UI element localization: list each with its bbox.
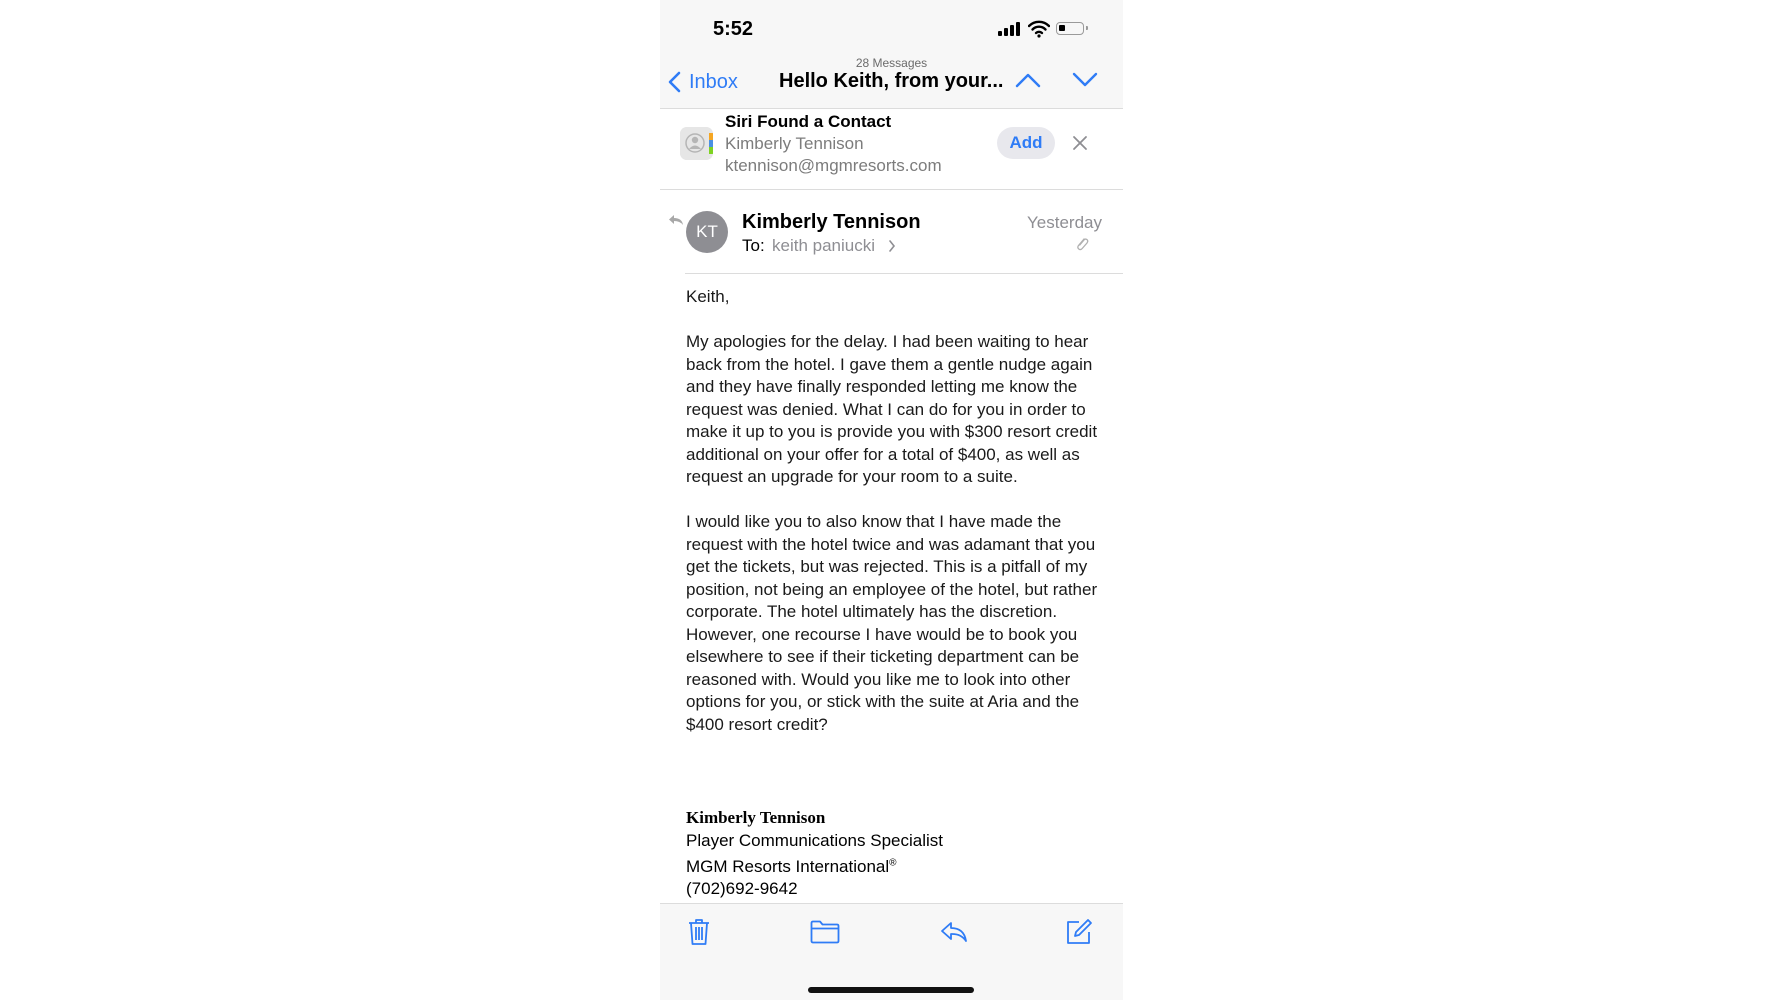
message-body xyxy=(686,286,1104,759)
wifi-icon xyxy=(1028,20,1050,38)
signature-phone[interactable]: (702)692-9642 xyxy=(686,879,798,898)
contact-card-icon xyxy=(680,127,713,160)
body-paragraph-1: My apologies for the delay. I had been waiting to hear back from the hotel. I gave them a gentle nudge again and they have finally responded letting me know the request was denied. What I can do for you in order to make it up to you is provide you with $300 resort credit additional on your offer for a total of $400, as well as request an upgrade for your room to a suite. xyxy=(686,332,1098,486)
company-name: MGM Resorts International xyxy=(686,857,890,876)
message-count: 28 Messages xyxy=(855,56,928,70)
back-label: Inbox xyxy=(689,70,738,93)
sender-name[interactable]: Kimberly Tennison xyxy=(742,211,921,233)
phone-screen xyxy=(660,0,1123,1000)
avatar[interactable]: KT xyxy=(686,211,728,253)
status-time: 5:52 xyxy=(713,18,754,40)
compose-icon[interactable] xyxy=(1065,918,1093,946)
registered-mark: ® xyxy=(889,857,897,869)
add-contact-button[interactable]: Add xyxy=(997,127,1055,159)
siri-suggestion-title: Siri Found a Contact xyxy=(725,112,892,131)
previous-message-icon[interactable] xyxy=(1015,72,1041,88)
next-message-icon[interactable] xyxy=(1072,72,1098,88)
header-divider xyxy=(685,273,1123,274)
nav-divider xyxy=(660,108,1123,109)
close-icon[interactable] xyxy=(1072,135,1088,151)
thread-title: Hello Keith, from your... xyxy=(779,70,1004,92)
signature-name: Kimberly Tennison xyxy=(686,808,826,827)
siri-contact-email: ktennison@mgmresorts.com xyxy=(725,156,942,175)
chevron-left-icon xyxy=(668,71,681,93)
replied-indicator-icon xyxy=(668,214,684,226)
greeting: Keith, xyxy=(686,287,730,306)
chevron-right-icon xyxy=(888,240,896,252)
folder-icon[interactable] xyxy=(810,920,840,944)
message-date: Yesterday xyxy=(1027,213,1102,232)
siri-contact-name: Kimberly Tennison xyxy=(725,134,864,153)
back-to-inbox-button[interactable] xyxy=(668,68,738,96)
cellular-signal-icon xyxy=(998,22,1022,36)
toolbar-divider xyxy=(660,903,1123,904)
reply-icon[interactable] xyxy=(940,921,968,943)
battery-icon xyxy=(1056,22,1084,35)
recipient-label: To: xyxy=(742,236,765,255)
siri-divider xyxy=(660,189,1123,190)
bottom-toolbar xyxy=(660,903,1123,1000)
signature-title: Player Communications Specialist xyxy=(686,831,943,850)
body-paragraph-2: I would like you to also know that I have made the request with the hotel twice and was adamant that you get the tickets, but was rejected. This is a pitfall of my position, not being an employee of the hotel, but rather corporate. The hotel ultimately has the discretion. However, one recourse I have would be to book you elsewhere to see if their ticketing department can be reasoned with. Would you like me to look into other options for you, or stick with the suite at Aria and the $400 resort credit? xyxy=(686,512,1098,734)
home-indicator[interactable] xyxy=(808,987,974,993)
trash-icon[interactable] xyxy=(688,918,710,946)
recipient-name[interactable]: keith paniucki xyxy=(772,236,876,255)
signature-company xyxy=(686,857,897,877)
attachment-icon xyxy=(1075,236,1089,252)
